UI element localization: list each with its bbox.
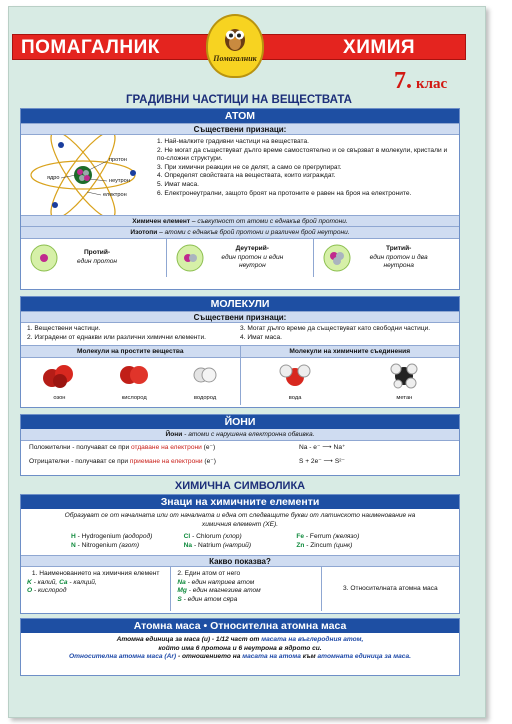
molecules-bar: МОЛЕКУЛИ <box>21 297 459 311</box>
atom-section <box>20 108 460 290</box>
grade-word: клас <box>416 76 448 92</box>
molecule-label: кислород <box>121 395 147 401</box>
shows-name: 1. Наименованието на химичния елемент K - калий, Ca - калций, O - кислород <box>21 567 171 611</box>
mass-line-2: който има 6 протона и 6 неутрона в ядрото си. <box>158 644 322 652</box>
atom-diagram <box>21 135 155 215</box>
molecule-label: водород <box>193 395 217 401</box>
neutron-label: неутрон <box>109 178 130 184</box>
symbols-intro: Образуват се от началната или от началната и една от следващите букви от латинското наименование на химичния елемент (ХЕ). <box>64 512 416 528</box>
simple-molecules <box>21 346 241 405</box>
isotope-protium <box>21 239 167 277</box>
element-latin: Hydrogenium <box>81 533 121 540</box>
shows-atom: 2. Един атом от него Na - един натриев атом Mg - един магнезиев атом S - един атом сяра <box>171 567 321 611</box>
element-latin: Ferrum <box>309 533 332 540</box>
ions-term: Йони <box>165 431 183 438</box>
element-bg: (цинк) <box>333 541 353 549</box>
element-latin: Chlorum <box>196 533 222 540</box>
grade-number: 7. <box>394 68 412 94</box>
element-name: един атом сяра <box>187 595 238 603</box>
molecules-sub: Съществени признаци: <box>21 311 459 323</box>
isotopes-def-text: – атоми с еднакъв брой протони и различен брой неутрони. <box>157 229 350 236</box>
ozone-molecule <box>40 361 78 403</box>
element-term: Химичен елемент <box>132 218 191 225</box>
oxygen-molecule <box>117 361 151 403</box>
molecule-label: вода <box>288 395 302 401</box>
isotope-deuterium <box>167 239 313 277</box>
col3-title: 3. Относителната атомна маса <box>343 584 438 592</box>
atom-facts <box>155 135 459 215</box>
negative-e: (e⁻) <box>202 458 216 465</box>
methane-molecule <box>387 361 421 403</box>
element-symbol: H <box>71 533 76 540</box>
water-icon <box>278 361 312 389</box>
mass-highlight: масата на атома <box>242 653 301 661</box>
water-molecule <box>278 361 312 403</box>
element-symbol: S <box>177 595 182 603</box>
hydrogen-molecule <box>190 361 220 403</box>
deuterium-icon <box>175 243 205 273</box>
element-symbol: Na <box>183 541 193 549</box>
molecules-section <box>20 296 460 408</box>
element-latin: Natrium <box>197 541 222 549</box>
element-def-text: – съвкупност от атоми с еднакъв брой протони. <box>190 218 348 225</box>
positive-highlight: отдаване на електрони <box>131 444 202 451</box>
col2-title: 2. Един атом от него <box>177 570 241 577</box>
element-bg: (желязо) <box>333 533 360 540</box>
element-symbol: Mg <box>177 587 187 595</box>
element-symbol: N <box>71 541 76 549</box>
tritium-icon <box>322 243 352 273</box>
brand-title: ПОМАГАЛНИК <box>21 37 160 58</box>
isotope-name: Тритий- <box>385 245 412 253</box>
ozone-icon <box>40 361 78 389</box>
mass-line-1 <box>21 636 459 645</box>
molecule-label: озон <box>53 395 66 401</box>
protium-icon <box>29 243 59 273</box>
negative-label: Отрицателни - получават се при <box>29 458 130 465</box>
element-latin: Zincum <box>310 541 332 549</box>
symbols-title: ХИМИЧНА СИМВОЛИКА <box>174 480 306 492</box>
molecule-fact: 4. Имат маса. <box>240 333 282 341</box>
mass-highlight: атомната единица за маса. <box>317 653 411 661</box>
isotope-desc: един протон <box>77 258 118 265</box>
atom-bar: АТОМ <box>21 109 459 123</box>
ions-definition <box>21 429 459 441</box>
mass-line-3 <box>21 653 459 662</box>
atom-model-icon <box>21 135 155 215</box>
element-name: един натриев атом <box>191 578 255 586</box>
oxygen-icon <box>117 361 151 389</box>
isotope-name: Протий- <box>83 249 111 257</box>
page-title: ГРАДИВНИ ЧАСТИЦИ НА ВЕЩЕСТВАТА <box>126 94 352 106</box>
element-bg: (водород) <box>122 533 153 540</box>
mass-term: Относителна атомна маса (Ar) <box>69 653 177 661</box>
compound-molecules-head: Молекули на химичните съединения <box>241 346 460 358</box>
mass-text: към <box>300 653 318 661</box>
element-symbol: K <box>27 578 32 586</box>
element-symbol: Zn <box>296 541 305 549</box>
element-symbol: Cl <box>183 533 191 540</box>
grade-label <box>394 68 447 95</box>
compound-molecules <box>241 346 460 405</box>
proton-label: протон <box>109 157 127 163</box>
isotope-name: Деутерий- <box>235 245 269 253</box>
element-bg: (хлор) <box>222 533 242 540</box>
isotopes-term: Изотопи <box>130 229 158 236</box>
subject-title: ХИМИЯ <box>343 37 415 58</box>
element-name: един магнезиев атом <box>192 587 261 595</box>
atom-fact: 2. Не могат да съществуват дълго време самостоятелно и се свързват в молекули, кристали и по-сложни структури. <box>157 146 448 163</box>
positive-equation: Na - e⁻ ⟶ Na⁺ <box>299 444 346 451</box>
molecule-fact: 3. Могат дълго време да съществуват като свободни частици. <box>240 325 431 332</box>
atom-fact: 3. При химични реакции не се делят, а само се прегрупират. <box>157 163 342 171</box>
atom-fact: 5. Имат маса. <box>157 180 199 188</box>
atom-fact: 6. Електронеутрални, защото броят на протоните е равен на броя на електроните. <box>157 189 412 197</box>
shows-head: Какво показва? <box>21 555 459 567</box>
positive-ions-row <box>21 441 459 455</box>
element-symbol: Ca <box>59 578 68 586</box>
molecule-fact: 2. Изградени от еднакви или различни химични елементи. <box>27 333 206 341</box>
isotope-desc: един протон и два неутрона <box>369 253 428 270</box>
molecule-label: метан <box>396 395 413 401</box>
element-name: калий, <box>37 578 58 586</box>
owl-icon <box>220 23 250 53</box>
negative-highlight: приемане на електрони <box>129 458 203 465</box>
owl-logo <box>206 14 264 78</box>
mass-highlight: масата на въглеродния атом, <box>261 636 364 643</box>
shows-mass <box>322 567 459 611</box>
logo-text: Помагалник <box>213 54 257 63</box>
isotope-desc: един протон и един неутрон <box>221 253 284 270</box>
element-bg: (натрий) <box>222 541 252 549</box>
molecule-fact: 1. Веществени частици. <box>27 325 101 332</box>
atom-fact: 1. Най-малките градивни частици на веществата. <box>157 138 309 145</box>
element-symbol: Na <box>177 578 186 586</box>
col1-title: 1. Наименованието на химичния елемент <box>31 570 160 577</box>
element-examples: H - Hydrogenium (водород) N - Nitrogenium (азот) Cl - Chlorum (хлор) Na - Natrium (натрий) Fe - Ferrum (желязо) Zn - Zincum (цинк) <box>71 533 360 549</box>
positive-label: Положителни - получават се при <box>29 444 131 451</box>
mass-bar: Атомна маса • Относителна атомна маса <box>21 619 459 633</box>
hydrogen-icon <box>190 361 220 389</box>
simple-molecules-head: Молекули на простите вещества <box>21 346 240 358</box>
element-name: кислород <box>38 587 67 595</box>
element-bg: (азот) <box>119 541 140 549</box>
electron-label: електрон <box>103 192 127 198</box>
ions-def-text: - атоми с нарушена електронна обвивка. <box>182 431 315 438</box>
atom-fact: 4. Определят свойствата на веществата, които изграждат. <box>157 172 336 180</box>
negative-equation: S + 2e⁻ ⟶ S²⁻ <box>299 458 345 465</box>
element-name: калций, <box>73 578 97 586</box>
positive-e: (e⁻) <box>201 444 216 451</box>
element-definition <box>21 215 459 227</box>
ions-bar: ЙОНИ <box>21 415 459 429</box>
element-symbol: O <box>27 587 33 595</box>
isotopes-definition <box>21 227 459 239</box>
symbols-bar: Знаци на химичните елементи <box>21 495 459 509</box>
nucleus-label: ядро <box>47 175 60 181</box>
element-symbol: Fe <box>296 533 305 540</box>
atom-sub: Съществени признаци: <box>21 123 459 135</box>
mass-section <box>20 618 460 676</box>
ions-section <box>20 414 460 476</box>
mass-text: Атомна единица за маса (u) - 1/12 част от <box>116 636 262 643</box>
methane-icon <box>387 361 421 389</box>
mass-text: - отношението на <box>176 653 243 661</box>
symbols-section <box>20 494 460 614</box>
negative-ions-row <box>21 455 459 469</box>
isotope-tritium <box>314 239 459 277</box>
element-latin: Nitrogenium <box>81 541 118 549</box>
